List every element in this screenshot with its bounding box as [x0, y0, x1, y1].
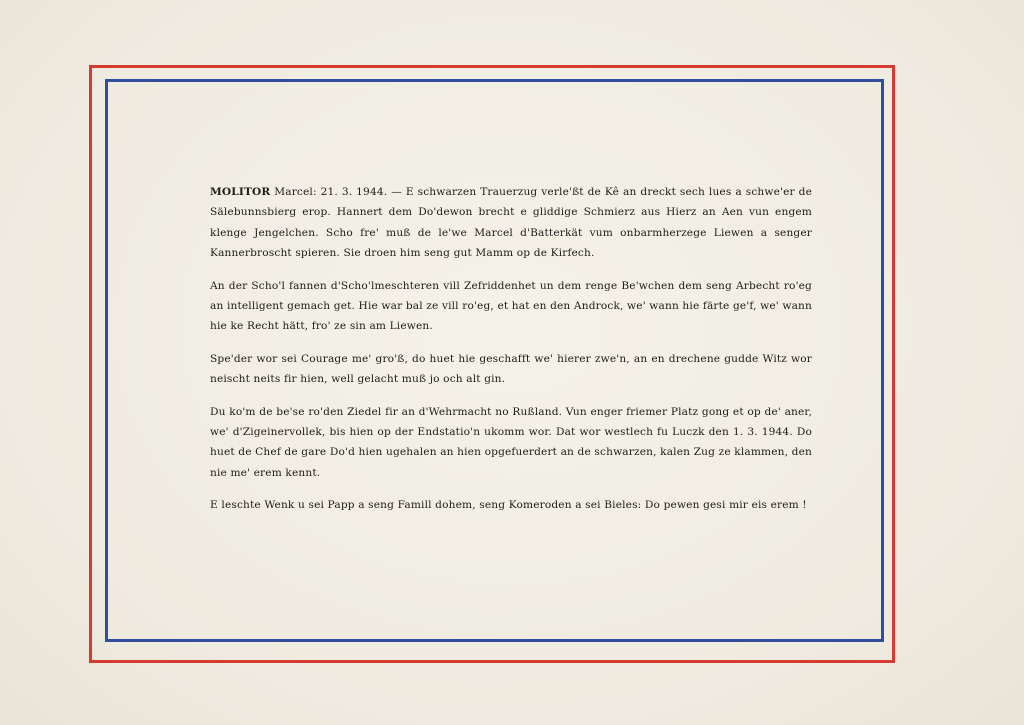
paragraph-2: An der Scho'l fannen d'Scho'lmeschteren vill Zefriddenhet un dem renge Be'wchen dem seng Arbecht ro'eg an intelligent gemach get. Hie war bal ze vill ro'eg, et hat en den Androck, we' wann hie färte ge'f, we' wann hie ke Recht hätt, fro' ze sin am Liewen.: [210, 279, 812, 333]
paragraph-4: Du ko'm de be'se ro'den Ziedel fir an d'Wehrmacht no Rußland. Vun enger friemer Platz gong et op de' aner, we' d'Zigeinervollek, bis hien op der Endstatio'n ukomm wor. Dat wor westlech fu Luczk den 1. 3. 1944. Do huet de Chef de gare Do'd hien ugehalen an hien opgefuerdert an de schwarzen, kalen Zug ze klammen, den nie me' erem kennt.: [210, 405, 812, 479]
paragraph-1-text: Marcel: 21. 3. 1944. — E schwarzen Trauerzug verle'ßt de Kê an dreckt sech lues a schwe'er de Sälebunnsbierg erop. Hannert dem Do'dewon brecht e gliddige Schmierz aus Hierz an Aen vun engem klenge Jengelchen. Scho fre' muß de le'we Marcel d'Batterkät vum onbarmherzege Liewen a senger Kannerbroscht spieren. Sie droen him seng gut Mamm op de Kirfech.: [210, 186, 812, 260]
paragraph-1: [210, 182, 812, 264]
paragraph-5: E leschte Wenk u sei Papp a seng Famill dohem, seng Komeroden a sei Bieles: Do pewen gesi mir eis erem !: [210, 499, 807, 512]
paragraph-3: Spe'der wor sei Courage me' gro'ß, do huet hie geschafft we' hierer zwe'n, an en drechene gudde Witz wor neischt neits fir hien, well gelacht muß jo och alt gin.: [210, 352, 812, 386]
lead-surname: MOLITOR: [210, 186, 271, 198]
memorial-text: [210, 182, 812, 528]
